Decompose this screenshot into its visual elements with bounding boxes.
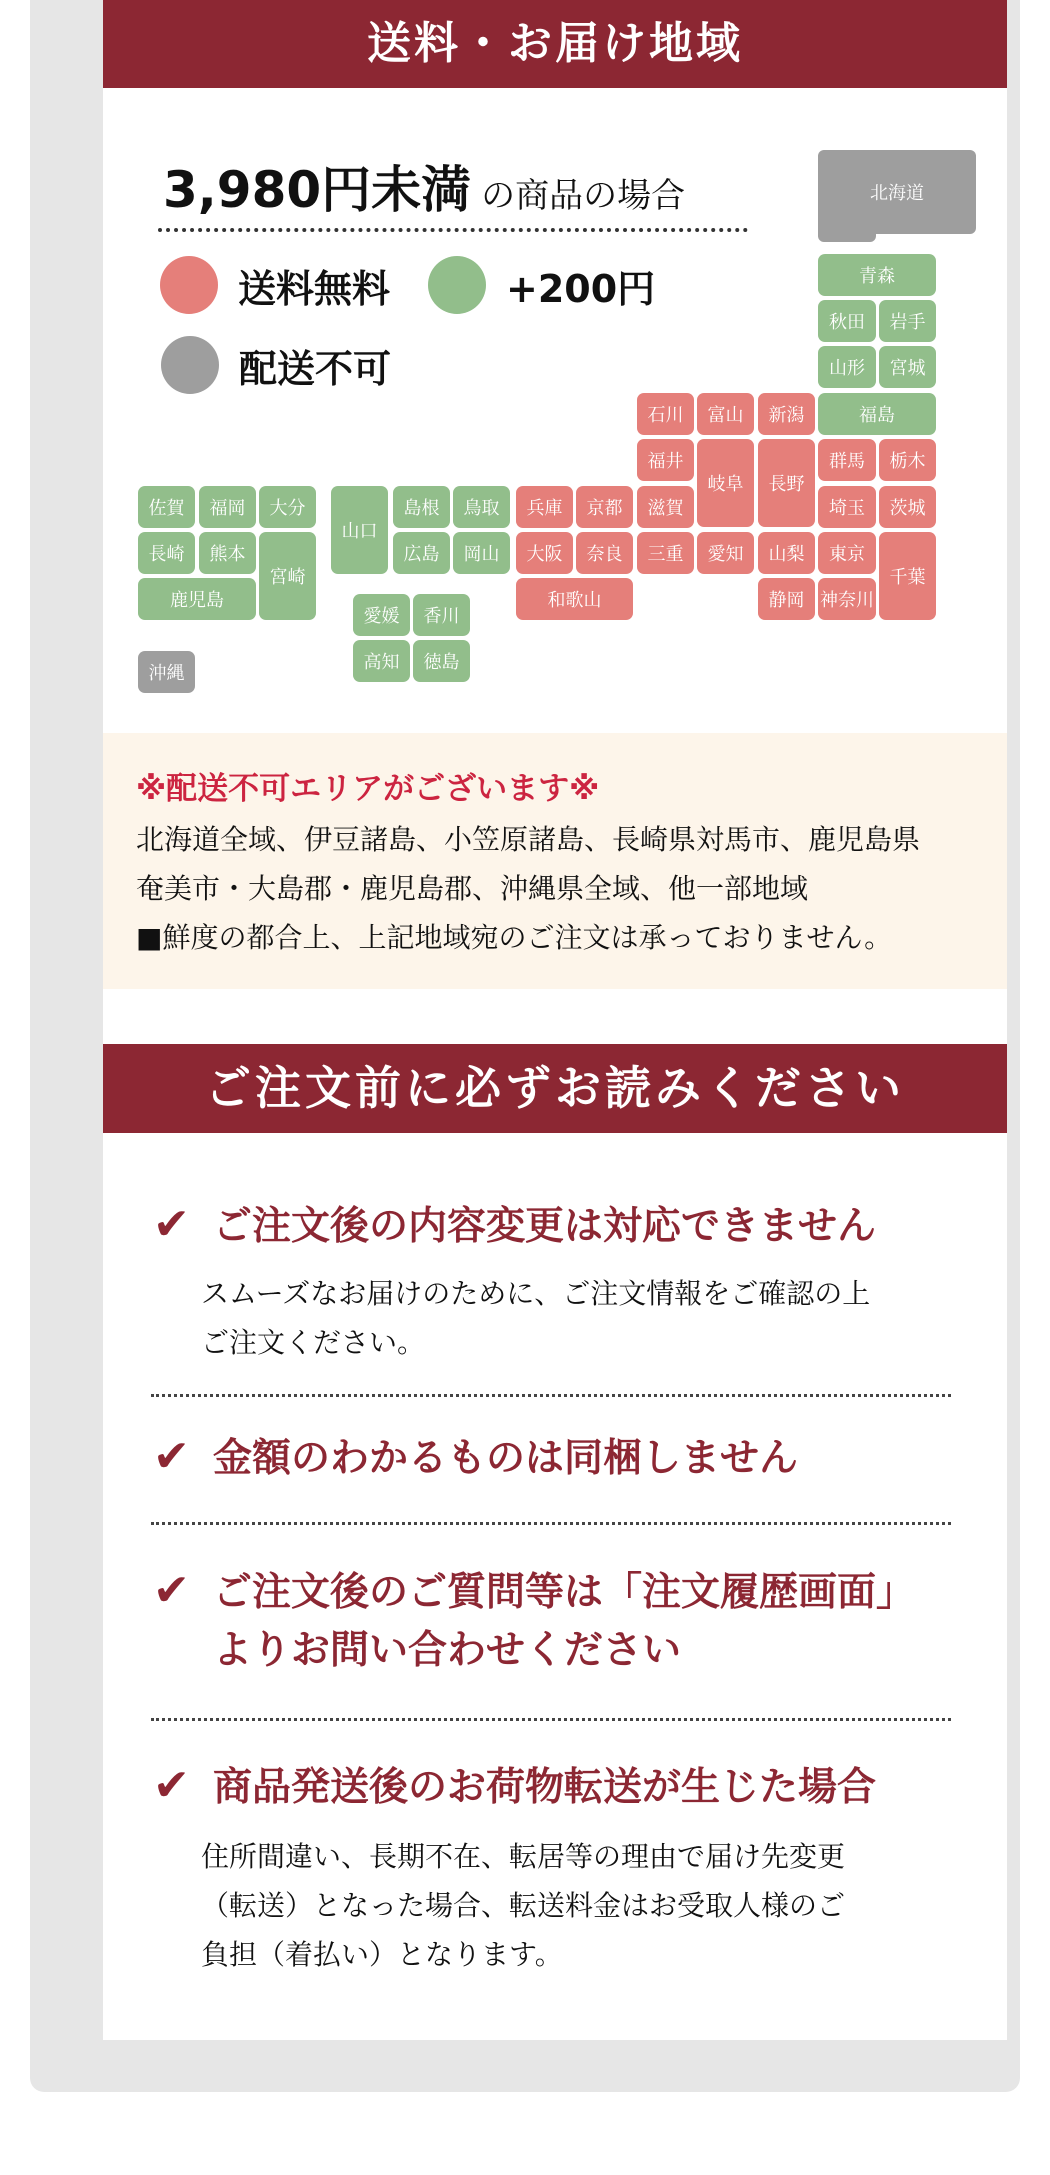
pref-okinawa: 沖縄: [138, 651, 195, 693]
item-4-body-line-2: （転送）となった場合、転送料金はお受取人様のご: [201, 1889, 846, 1922]
pref-okayama: 岡山: [453, 532, 510, 574]
notice-line-3: ■鮮度の都合上、上記地域宛のご注文は承っておりません。: [136, 921, 893, 954]
check-icon: ✔: [153, 1199, 190, 1250]
pref-shimane: 島根: [393, 486, 450, 528]
item-2-title: 金額のわかるものは同梱しません: [213, 1436, 799, 1481]
pref-shiga: 滋賀: [637, 486, 694, 528]
pref-nagano: 長野: [758, 439, 815, 527]
pref-yamaguchi: 山口: [331, 486, 388, 574]
pref-tokyo: 東京: [818, 532, 876, 574]
pref-ibaraki: 茨城: [879, 486, 936, 528]
pref-toyama: 富山: [697, 393, 754, 435]
pref-ishikawa: 石川: [637, 393, 694, 435]
pref-tokushima: 徳島: [413, 640, 470, 682]
pref-gifu: 岐阜: [697, 439, 754, 527]
pref-shizuoka: 静岡: [758, 578, 815, 620]
japan-map: [103, 0, 1007, 720]
notice-title: ※配送不可エリアがございます※: [136, 771, 600, 807]
item-divider: [151, 1718, 951, 1721]
pref-saitama: 埼玉: [818, 486, 876, 528]
pref-hyogo: 兵庫: [516, 486, 573, 528]
pref-fukushima: 福島: [818, 393, 936, 435]
legend-free-label: 送料無料: [238, 266, 391, 311]
pref-hokkaido: 北海道: [818, 150, 976, 234]
condition-suffix: の商品の場合: [481, 176, 686, 216]
item-4-body-line-3: 負担（着払い）となります。: [201, 1938, 563, 1971]
pref-oita: 大分: [259, 486, 316, 528]
pref-tochigi: 栃木: [879, 439, 936, 481]
pref-ehime: 愛媛: [353, 594, 410, 636]
pref-akita: 秋田: [818, 300, 876, 342]
item-1-title: ご注文後の内容変更は対応できません: [213, 1204, 877, 1249]
pref-yamanashi: 山梨: [758, 532, 815, 574]
legend-plus-label: +200円: [506, 266, 656, 311]
pref-nara: 奈良: [576, 532, 633, 574]
before-order-header: ご注文前に必ずお読みください: [103, 1044, 1007, 1133]
check-icon: ✔: [153, 1431, 190, 1482]
pref-kyoto: 京都: [576, 486, 633, 528]
check-icon: ✔: [153, 1760, 190, 1811]
legend-none-label: 配送不可: [239, 346, 392, 391]
pref-fukuoka: 福岡: [199, 486, 256, 528]
pref-tottori: 鳥取: [453, 486, 510, 528]
item-4-body-line-1: 住所間違い、長期不在、転居等の理由で届け先変更: [201, 1840, 846, 1873]
item-1-body-line-1: スムーズなお届けのために、ご注文情報をご確認の上: [201, 1277, 871, 1310]
pref-kagawa: 香川: [413, 594, 470, 636]
pref-kochi: 高知: [353, 640, 410, 682]
pref-niigata: 新潟: [758, 393, 815, 435]
pref-aomori: 青森: [818, 254, 936, 296]
notice-item-title: [153, 1562, 915, 1680]
no-delivery-notice: [103, 733, 1007, 989]
pref-nagasaki: 長崎: [138, 532, 195, 574]
item-3-title-line-2: よりお問い合わせください: [213, 1628, 682, 1673]
pref-miyagi: 宮城: [879, 346, 936, 388]
pref-kagoshima: 鹿児島: [138, 578, 256, 620]
pref-hokkaido-tip: [818, 228, 876, 242]
pref-kumamoto: 熊本: [199, 532, 256, 574]
item-1-body: [201, 1269, 870, 1367]
pref-saga: 佐賀: [138, 486, 195, 528]
pref-miyazaki: 宮崎: [259, 532, 316, 620]
pref-chiba: 千葉: [879, 532, 936, 620]
shipping-header: 送料・お届け地域: [103, 0, 1007, 88]
notice-line-1: 北海道全域、伊豆諸島、小笠原諸島、長崎県対馬市、鹿児島県: [136, 823, 921, 856]
content-card: [103, 0, 1007, 2040]
item-3-title: ご注文後のご質問等は「注文履歴画面」: [213, 1570, 916, 1615]
item-4-body: [201, 1832, 845, 1979]
item-divider: [151, 1522, 951, 1525]
item-divider: [151, 1394, 951, 1397]
condition-amount: 3,980円未満: [163, 161, 472, 219]
pref-kanagawa: 神奈川: [818, 578, 876, 620]
item-1-body-line-2: ご注文ください。: [201, 1326, 426, 1359]
notice-item-title: [153, 1428, 798, 1488]
pref-hiroshima: 広島: [393, 532, 450, 574]
notice-item-title: [153, 1757, 876, 1817]
page-background: [30, 0, 1020, 2092]
notice-line-2: 奄美市・大島郡・鹿児島郡、沖縄県全域、他一部地域: [136, 872, 809, 905]
notice-item-title: [153, 1196, 876, 1256]
item-4-title: 商品発送後のお荷物転送が生じた場合: [213, 1765, 877, 1810]
pref-gunma: 群馬: [818, 439, 876, 481]
pref-mie: 三重: [637, 532, 694, 574]
pref-fukui: 福井: [637, 439, 694, 481]
pref-osaka: 大阪: [516, 532, 573, 574]
pref-yamagata: 山形: [818, 346, 876, 388]
pref-aichi: 愛知: [697, 532, 754, 574]
pref-iwate: 岩手: [879, 300, 936, 342]
pref-wakayama: 和歌山: [516, 578, 633, 620]
check-icon: ✔: [153, 1565, 190, 1616]
